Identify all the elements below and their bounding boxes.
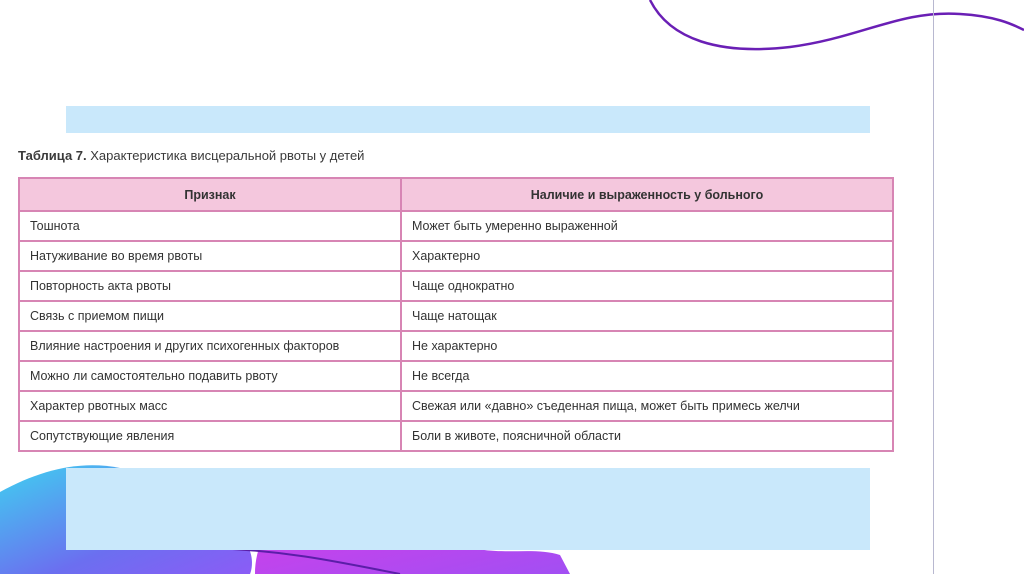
presence-cell: Чаще однократно bbox=[401, 271, 893, 301]
table-row bbox=[19, 421, 893, 451]
top-highlight-band bbox=[66, 106, 870, 133]
table-row bbox=[19, 391, 893, 421]
caption-label: Таблица 7. bbox=[18, 148, 87, 163]
table-header-row bbox=[19, 178, 893, 211]
column-header-presence: Наличие и выраженность у больного bbox=[401, 178, 893, 211]
presence-cell: Может быть умеренно выраженной bbox=[401, 211, 893, 241]
sign-cell: Влияние настроения и других психогенных факторов bbox=[19, 331, 401, 361]
symptom-table bbox=[18, 177, 894, 452]
sign-cell: Тошнота bbox=[19, 211, 401, 241]
table-row bbox=[19, 331, 893, 361]
presence-cell: Не характерно bbox=[401, 331, 893, 361]
table-row bbox=[19, 301, 893, 331]
table-row bbox=[19, 241, 893, 271]
bottom-highlight-band bbox=[66, 468, 870, 550]
table-row bbox=[19, 211, 893, 241]
sign-cell: Характер рвотных масс bbox=[19, 391, 401, 421]
sign-cell: Связь с приемом пищи bbox=[19, 301, 401, 331]
column-header-sign: Признак bbox=[19, 178, 401, 211]
presence-cell: Характерно bbox=[401, 241, 893, 271]
sign-cell: Натуживание во время рвоты bbox=[19, 241, 401, 271]
sign-cell: Можно ли самостоятельно подавить рвоту bbox=[19, 361, 401, 391]
sign-cell: Сопутствующие явления bbox=[19, 421, 401, 451]
presence-cell: Не всегда bbox=[401, 361, 893, 391]
table-caption bbox=[18, 148, 364, 163]
presence-cell: Чаще натощак bbox=[401, 301, 893, 331]
table-row bbox=[19, 361, 893, 391]
table-container bbox=[18, 177, 894, 452]
margin-guide-line bbox=[933, 0, 934, 574]
presence-cell: Свежая или «давно» съеденная пища, может быть примесь желчи bbox=[401, 391, 893, 421]
presence-cell: Боли в животе, поясничной области bbox=[401, 421, 893, 451]
top-wave-curve bbox=[650, 0, 1024, 49]
caption-text: Характеристика висцеральной рвоты у детей bbox=[86, 148, 365, 163]
sign-cell: Повторность акта рвоты bbox=[19, 271, 401, 301]
table-row bbox=[19, 271, 893, 301]
